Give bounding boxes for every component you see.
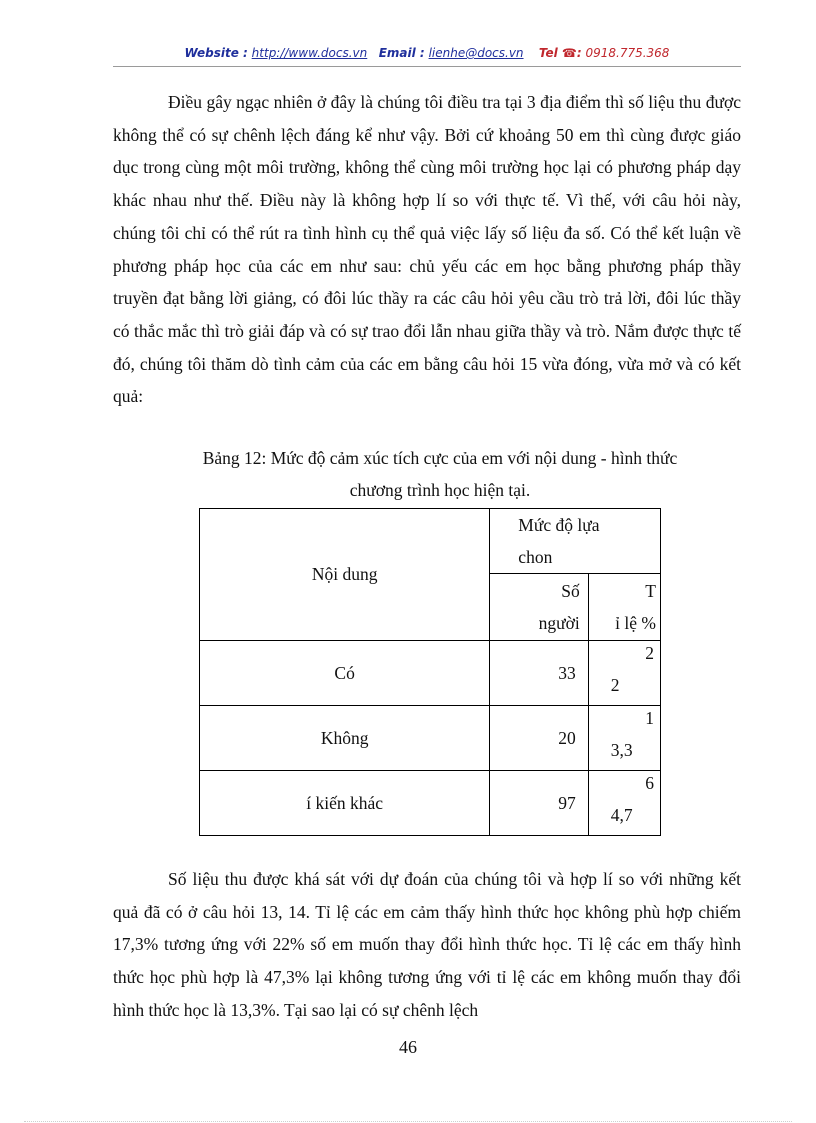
header-pct-line-1: T	[645, 581, 656, 601]
paragraph-2: Số liệu thu được khá sát với dự đoán của chúng tôi và hợp lí so với những kết quả đã có ở câu hỏi 13, 14. Tỉ lệ các em cảm thấy hình thức học không phù hợp chiếm 17,3% tương ứng với 22% số em muốn thay đổi hình thức học. Tỉ lệ các em thấy hình thức học phù hợp là 47,3% lại không tương ứng với tỉ lệ các em không muốn thay đổi hình thức học là 13,3%. Tại sao lại có sự chênh lệch	[113, 869, 741, 1020]
tel-value: 0918.775.368	[585, 46, 670, 60]
header-count-line-1: Số	[561, 581, 580, 601]
row-pct-top: 1	[645, 708, 654, 728]
row-pct-bottom: 3,3	[610, 740, 633, 760]
paragraph-1: Điều gây ngạc nhiên ở đây là chúng tôi điều tra tại 3 địa điểm thì số liệu thu được không thể có sự chênh lệch đáng kể như vậy. Bởi cứ khoảng 50 em thì cùng được giáo dục trong cùng một môi trường, không thể cùng môi trường học lại có phương pháp dạy khác nhau như thế. Điều này là không hợp lí so với thực tế. Vì thế, với câu hỏi này, chúng tôi chỉ có thể rút ra tình hình cụ thể quả việc lấy số liệu đa số. Có thể kết luận về phương pháp học của các em như sau: chủ yếu các em học bằng phương pháp thầy truyền đạt bằng lời giảng, có đôi lúc thầy ra các câu hỏi yêu cầu trò trả lời, đôi lúc thầy có thắc mắc thì trò giải đáp và có sự trao đổi lẫn nhau giữa thầy và trò. Nắm được thực tế đó, chúng tôi thăm dò tình cảm của các em bằng câu hỏi 15 vừa đóng, vừa mở và có kết quả:	[113, 92, 741, 407]
header-count-line-2: người	[538, 613, 580, 633]
header-pct-line-2: ỉ lệ %	[615, 613, 656, 633]
page-bottom-divider	[24, 1121, 792, 1122]
header-count-cell	[490, 574, 588, 641]
row-label: Không	[200, 706, 490, 771]
table-caption-line-1: Bảng 12: Mức độ cảm xúc tích cực của em với nội dung - hình thức	[202, 448, 678, 468]
results-table	[199, 508, 661, 836]
row-pct-cell	[588, 641, 660, 706]
row-pct-bottom: 4,7	[610, 805, 633, 825]
header-level-cell	[490, 509, 661, 574]
header-content-cell	[200, 509, 490, 641]
row-pct-top: 2	[645, 643, 654, 663]
header-level-line-2: chon	[518, 547, 553, 567]
header-level-line-1: Mức độ lựa	[518, 515, 600, 535]
table-row	[200, 641, 661, 706]
header-content: Nội dung	[311, 564, 378, 584]
table-caption	[180, 442, 700, 506]
row-pct-top: 6	[645, 773, 654, 793]
email-label: Email :	[378, 46, 425, 60]
table-row	[200, 771, 661, 836]
tel-label: Tel ☎:	[538, 46, 582, 60]
row-pct-cell	[588, 771, 660, 836]
row-count: 33	[490, 641, 588, 706]
table-caption-line-2: chương trình học hiện tại.	[349, 480, 531, 500]
website-link[interactable]: http://www.docs.vn	[251, 46, 368, 60]
email-link[interactable]: lienhe@docs.vn	[428, 46, 524, 60]
website-label: Website :	[184, 46, 248, 60]
page-header	[113, 46, 741, 60]
page-number: 46	[399, 1037, 417, 1057]
row-label: í kiến khác	[200, 771, 490, 836]
row-pct-cell	[588, 706, 660, 771]
table-row	[200, 706, 661, 771]
row-count: 20	[490, 706, 588, 771]
row-pct-bottom: 2	[610, 675, 620, 695]
row-label: Có	[200, 641, 490, 706]
header-divider	[113, 66, 741, 67]
row-count: 97	[490, 771, 588, 836]
header-pct-cell	[588, 574, 660, 641]
